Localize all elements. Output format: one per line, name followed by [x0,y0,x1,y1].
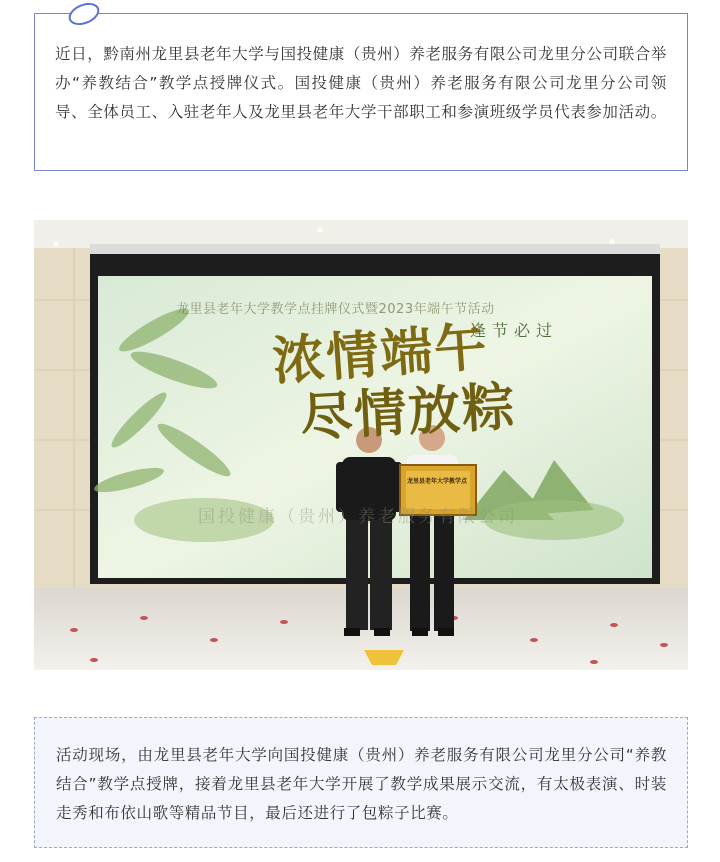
screen-bottom-text: 国投健康（贵州）养老服务有限公司 [198,507,518,527]
screen-calligraphy: 逢节必过 [470,321,559,340]
activity-card [34,717,688,848]
screen-title: 龙里县老年大学教学点挂牌仪式暨2023年端午节活动 [176,302,495,317]
screen-headline-2: 尽情放粽 [298,376,518,449]
screen-headline-1: 浓情端午 [270,316,491,393]
activity-paragraph: 活动现场，由龙里县老年大学向国投健康（贵州）养老服务有限公司龙里分公司“养教结合”教学点授牌，接着龙里县老年大学开展了教学成果展示交流，有太极表演、时装走秀和布依山歌等精品节目，最后还进行了包粽子比赛。 [56,746,667,822]
plaque-text: 龙里县老年大学教学点 [406,478,467,485]
intro-paragraph: 近日，黔南州龙里县老年大学与国投健康（贵州）养老服务有限公司龙里分公司联合举办“养教结合”教学点授牌仪式。国投健康（贵州）养老服务有限公司龙里分公司领导、全体员工、入驻老年人及龙里县老年大学干部职工和参演班级学员代表参加活动。 [55,45,667,121]
intro-card [34,13,688,171]
